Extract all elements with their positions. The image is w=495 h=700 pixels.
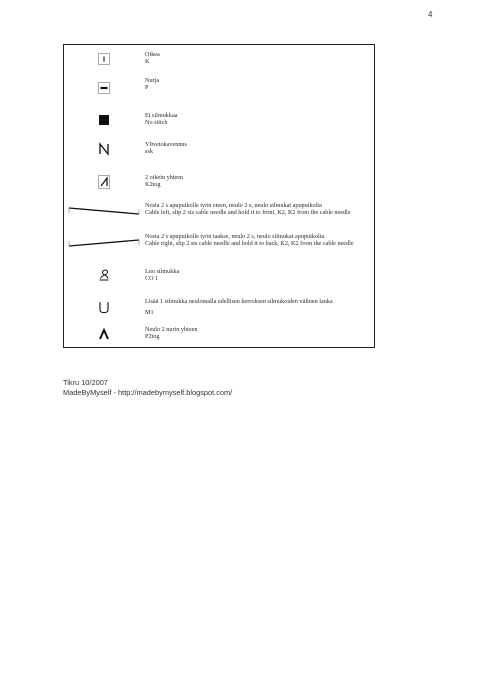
cable-left-icon (64, 204, 143, 218)
stitch-legend-table (63, 44, 375, 348)
cable-right-icon (64, 236, 143, 250)
knit-stitch-icon (64, 52, 143, 66)
legend-english: Cable right, slip 2 sts cable needle and hold it to back, K2, K2 from the cable needle (145, 240, 354, 248)
legend-text (145, 298, 370, 316)
legend-finnish: Ylivetokavennus (145, 141, 187, 148)
legend-finnish: Nosta 2 s apupuikolle työn taakse, neulo 2 s, neulo silmukat apupuikolta (145, 233, 325, 240)
ssk-icon (64, 140, 143, 158)
p2tog-icon (64, 326, 143, 342)
legend-english: K2tog (145, 181, 161, 189)
footer-blog-link[interactable]: MadeByMyself - http://madebymyself.blogspot.com/ (63, 387, 233, 397)
legend-text (145, 141, 370, 155)
legend-english: ssk (145, 148, 153, 156)
legend-english: K (145, 58, 150, 66)
legend-english: M1 (145, 309, 154, 317)
legend-text (145, 174, 370, 188)
k2tog-icon (64, 173, 143, 191)
page-footer (63, 378, 232, 397)
legend-finnish: Neulo 2 nurin yhteen (145, 326, 198, 333)
legend-english: CO 1 (145, 275, 159, 283)
legend-text (145, 268, 370, 282)
legend-text (145, 326, 370, 340)
legend-finnish: Nurja (145, 77, 160, 84)
page-number: 4 (428, 10, 433, 19)
make-one-icon (64, 299, 143, 315)
purl-stitch-icon (64, 81, 143, 95)
legend-finnish: Ei silmukkaa (145, 112, 178, 119)
legend-finnish: 2 oikein yhteen (145, 174, 184, 181)
legend-text (145, 77, 370, 91)
legend-english: No stitch (145, 119, 168, 127)
cast-on-icon (64, 267, 143, 283)
no-stitch-icon (64, 113, 143, 127)
footer-author-date: Tikru 10/2007 (63, 378, 108, 387)
legend-english: Cable left, slip 2 sts cable needle and hold it to front, K2, K2 from the cable needle (145, 209, 351, 217)
legend-finnish: Lisää 1 silmukka neulomalla edellisen kerroksen silmukoiden välinen lanka (145, 298, 333, 305)
legend-finnish: Nosta 2 s apupuikolle työn eteen, neulo 2 s, neulo silmukat apupuikolta (145, 202, 322, 209)
legend-text (145, 51, 370, 65)
legend-english: P2tog (145, 333, 160, 341)
legend-finnish: Luo silmukka (145, 268, 180, 275)
legend-text (145, 233, 370, 247)
legend-finnish: Oikea (145, 51, 160, 58)
legend-text (145, 112, 370, 126)
legend-english: P (145, 84, 149, 92)
legend-text (145, 202, 370, 216)
